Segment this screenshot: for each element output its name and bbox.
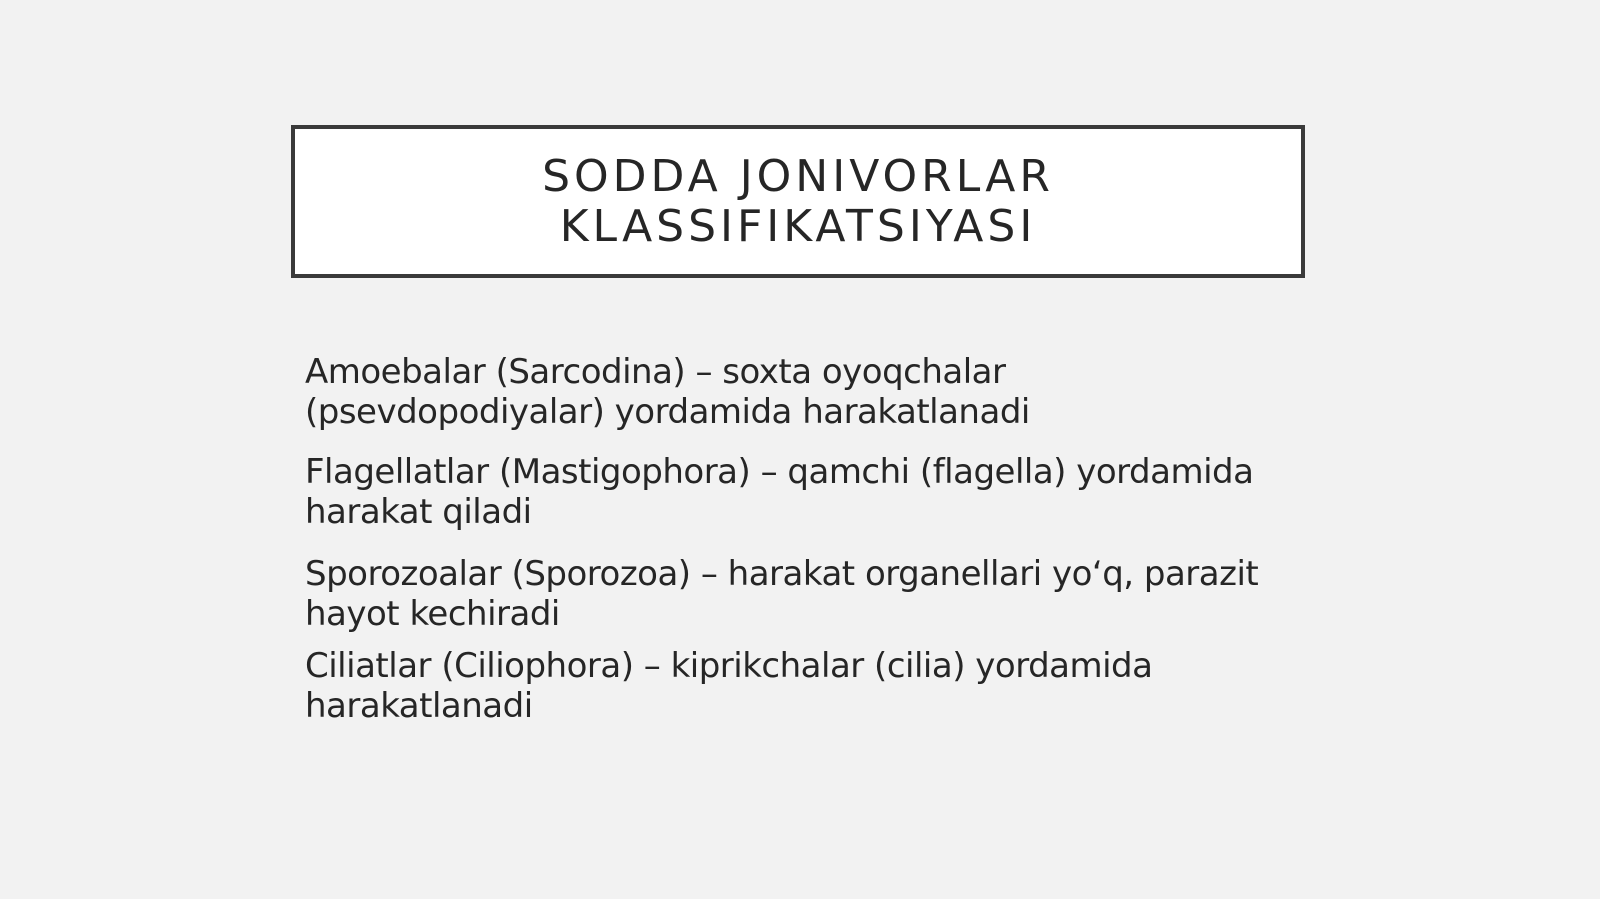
list-item-sporozoalar: Sporozoalar (Sporozoa) – harakat organellari yo‘q, parazit hayot kechiradi [305,554,1259,634]
list-item-amoebalar: Amoebalar (Sarcodina) – soxta oyoqchalar (psevdopodiyalar) yordamida harakatlanadi [305,352,1030,432]
list-item-ciliatlar: Ciliatlar (Ciliophora) – kiprikchalar (cilia) yordamida harakatlanadi [305,646,1153,726]
title-box [291,125,1305,278]
list-item-flagellatlar: Flagellatlar (Mastigophora) – qamchi (flagella) yordamida harakat qiladi [305,452,1254,532]
slide-title: SODDA JONIVORLAR KLASSIFIKATSIYASI [542,150,1054,252]
content-list [305,352,1305,726]
